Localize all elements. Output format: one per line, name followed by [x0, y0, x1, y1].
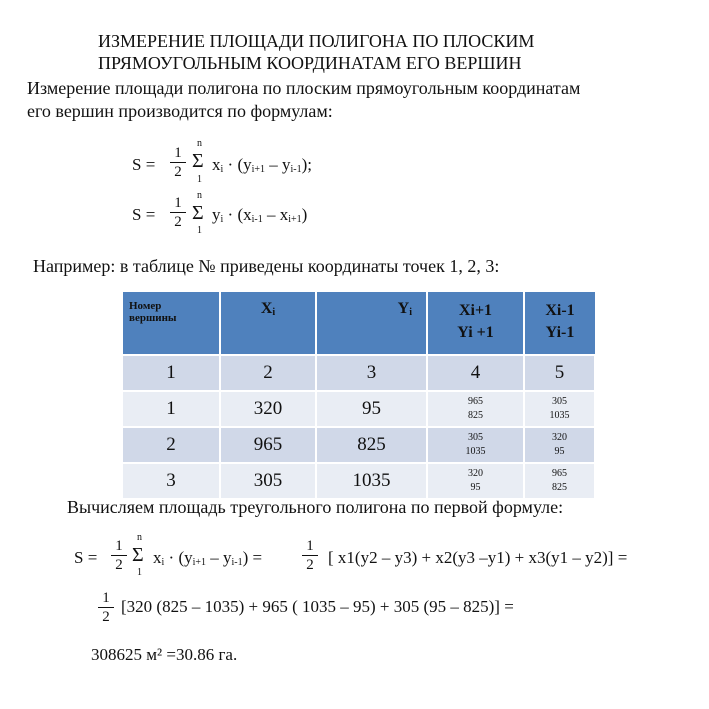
cell-n: 1 — [123, 391, 220, 427]
calc-text: Вычисляем площадь треугольного полигона по первой формуле: — [67, 497, 564, 517]
cell: 4 — [427, 355, 524, 391]
cell-prev: 320 95 — [524, 427, 595, 463]
cell-next: 965 825 — [427, 391, 524, 427]
formula-body: $x_i \cdot (y_{i+1} - y_{i-1})$; — [212, 155, 313, 175]
title-line-2: ПРЯМОУГОЛЬНЫМ КООРДИНАТАМ ЕГО ВЕРШИН — [98, 53, 522, 73]
table-header — [123, 292, 595, 355]
example-text: Например: в таблице № приведены координаты точек 1, 2, 3: — [33, 256, 500, 276]
cell-n: 3 — [123, 463, 220, 499]
fraction: $\frac{1}{2}$ — [98, 590, 114, 627]
cell-y: 1035 — [316, 463, 427, 499]
cell: 1 — [123, 355, 220, 391]
coordinates-table — [123, 292, 596, 500]
formula-lhs: S = — [74, 548, 98, 567]
formula-body: $x_i \cdot (y_{i+1} - y_{i-1})$ = — [153, 548, 263, 568]
formula-lhs: S = — [132, 155, 156, 174]
header-y: $Y_i$ — [316, 292, 427, 355]
sigma-icon: Σ — [192, 202, 204, 224]
table-row — [123, 427, 595, 463]
sigma-icon: Σ — [192, 150, 204, 172]
cell-n: 2 — [123, 427, 220, 463]
index-row — [123, 355, 595, 391]
sum-upper: n — [137, 532, 142, 543]
fraction: $\frac{1}{2}$ — [302, 538, 318, 575]
cell-next: 320 95 — [427, 463, 524, 499]
cell-x: 320 — [220, 391, 316, 427]
numerator: 1 — [170, 145, 186, 163]
intro-line-2: его вершин производится по формулам: — [27, 101, 333, 121]
header-vertex-number: Номер вершины — [123, 292, 220, 355]
header-prev: Xi-1 Yi-1 — [524, 292, 595, 355]
table-row — [123, 463, 595, 499]
cell-x: 965 — [220, 427, 316, 463]
cell: 2 — [220, 355, 316, 391]
fraction — [170, 195, 186, 232]
sigma-icon: Σ — [132, 544, 144, 566]
fraction — [170, 145, 186, 182]
cell-prev: 305 1035 — [524, 391, 595, 427]
cell-y: 95 — [316, 391, 427, 427]
denominator: 2 — [174, 214, 182, 230]
fraction: $\frac{1}{2}$ — [111, 538, 127, 575]
result: 308625 м² =30.86 га. — [91, 645, 238, 664]
title-line-1: ИЗМЕРЕНИЕ ПЛОЩАДИ ПОЛИГОНА ПО ПЛОСКИМ — [98, 31, 535, 51]
sum-lower: 1 — [197, 174, 202, 185]
sum-upper: n — [197, 190, 202, 201]
cell: 3 — [316, 355, 427, 391]
denominator: 2 — [174, 164, 182, 180]
sum-lower: 1 — [137, 567, 142, 578]
header-x: $X_i$ — [220, 292, 316, 355]
sum-upper: n — [197, 138, 202, 149]
cell-x: 305 — [220, 463, 316, 499]
sum-lower: 1 — [197, 225, 202, 236]
substitution-line: [320 (825 – 1035) + 965 ( 1035 – 95) + 305 (95 – 825)] = — [121, 597, 514, 616]
cell-next: 305 1035 — [427, 427, 524, 463]
expanded-formula: [ x1(y2 – y3) + x2(y3 –y1) + x3(y1 – y2)] = — [328, 548, 628, 567]
intro-line-1: Измерение площади полигона по плоским прямоугольным координатам — [27, 78, 581, 98]
header-next: Xi+1 Yi +1 — [427, 292, 524, 355]
cell-prev: 965 825 — [524, 463, 595, 499]
table-row — [123, 391, 595, 427]
cell-y: 825 — [316, 427, 427, 463]
formula-body: $y_i \cdot (x_{i-1} - x_{i+1})$ — [212, 205, 308, 225]
cell: 5 — [524, 355, 595, 391]
numerator: 1 — [170, 195, 186, 213]
formula-lhs: S = — [132, 205, 156, 224]
